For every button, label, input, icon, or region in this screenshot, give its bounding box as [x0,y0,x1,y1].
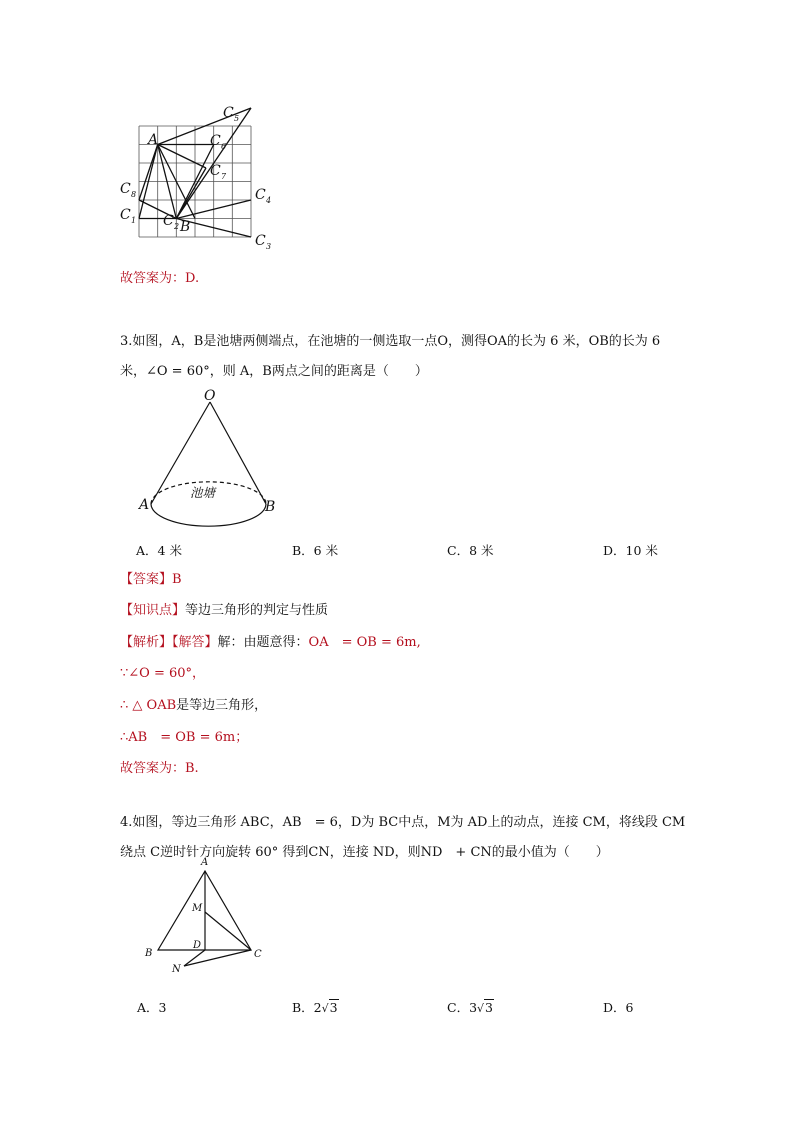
step2-text: 是等边三角形， [176,698,268,713]
label-O: O [204,388,216,404]
knowledge-tag: 【知识点】 [120,603,186,618]
label-C3: C [255,233,266,249]
q3-step1: ∵∠O = 60°， [120,666,206,681]
label-C7: C [210,163,221,179]
segment-OB [210,402,266,504]
q3-option-c: C．8 米 [447,543,494,558]
pond-label: 池塘 [190,485,216,500]
label-C2-sub: 2 [174,222,180,231]
label-C8: C [120,181,131,197]
q3-knowledge [120,602,328,620]
q4-option-c-radicand: 3 [485,1000,493,1015]
label-C1: C [120,207,131,223]
triangle-figure [138,852,268,978]
label-B: B [265,499,276,515]
step2-symbol: ∴ △ OAB [120,698,177,713]
q3-answer: 【答案】B [120,572,182,587]
label-C3-sub: 3 [266,242,272,251]
label-B: B [180,219,191,235]
q3-step3: ∴AB = OB = 6m； [120,730,249,745]
label-M: M [192,903,203,914]
q4-option-b [292,998,339,1016]
label-C: C [254,949,262,960]
q4-option-b-coef: B．2 [292,1000,322,1015]
q3-conclusion: 故答案为：B. [120,761,199,776]
label-A: A [148,132,159,148]
q4-option-c-coef: C．3 [447,1000,478,1015]
q3-stem-line2: 米，∠O = 60°，则 A，B两点之间的距离是（ ） [120,364,428,379]
q3-stem-line1: 3.如图，A，B是池塘两侧端点，在池塘的一侧选取一点O，测得OA的长为 6 米，OB的长为 6 [120,334,661,349]
analysis-eq: OA = OB = 6m, [308,635,421,650]
q4-option-b-radicand: 3 [329,1000,338,1015]
q3-option-b: B．6 米 [292,543,339,558]
q3-analysis [120,634,421,652]
analysis-text: 解：由题意得： [217,635,309,650]
label-D: D [193,940,202,951]
label-C4: C [255,187,266,203]
pond-figure [136,385,286,535]
q4-stem-line1: 4.如图，等边三角形 ABC，AB = 6，D为 BC中点，M为 AD上的动点，连接 CM，将线段 CM [120,815,686,830]
label-C8-sub: 8 [131,190,137,199]
sqrt-icon: √ [321,1002,329,1015]
label-N: N [172,964,181,975]
pond-lower-arc [151,504,266,526]
q4-stem-line2: 绕点 C逆时针方向旋转 60° 得到CN，连接 ND，则ND + CN的最小值为（ ） [120,845,609,860]
q2-conclusion: 故答案为：D. [120,271,200,286]
label-A: A [201,857,209,868]
q4-option-c [447,998,494,1016]
label-C6-sub: 6 [221,142,227,151]
label-C2: C [163,213,174,229]
sqrt-icon: √ [477,1002,485,1015]
q3-step2 [120,697,267,715]
knowledge-text: 等边三角形的判定与性质 [185,603,329,618]
label-C6: C [210,133,221,149]
label-C5-sub: 5 [234,114,240,123]
q4-option-a: A．3 [137,1000,167,1015]
q4-option-d: D．6 [603,1000,634,1015]
label-C4-sub: 4 [266,196,272,205]
label-C1-sub: 1 [131,216,137,225]
label-A: A [139,497,150,513]
q3-option-d: D．10 米 [603,543,658,558]
label-C7-sub: 7 [221,172,227,181]
label-B: B [145,948,153,959]
analysis-tag: 【解析】【解答】 [120,635,218,650]
segment-MC [205,912,251,950]
grid-figure [116,100,286,256]
q3-option-a: A．4 米 [136,543,182,558]
label-C5: C [223,105,234,121]
